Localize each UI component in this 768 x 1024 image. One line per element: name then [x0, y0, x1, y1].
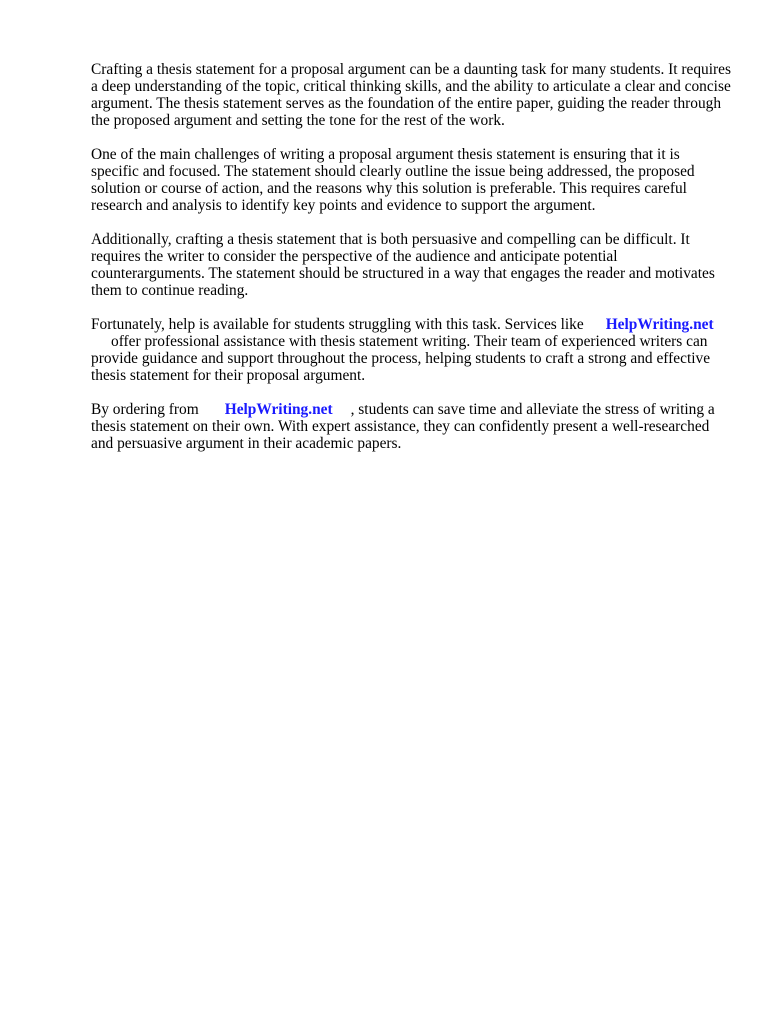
paragraph-2: One of the main challenges of writing a proposal argument thesis statement is ensuring that it is specific and focused. The statement should clearly outline the issue being addressed, the proposed solution or course of action, and the reasons why this solution is preferable. This requires careful research and analysis to identify key points and evidence to support the argument.	[91, 146, 695, 214]
paragraph-4	[91, 316, 731, 384]
helpwriting-link-2[interactable]: HelpWriting.net	[224, 401, 333, 418]
paragraph-4-text-before-link: Fortunately, help is available for students struggling with this task. Services like	[91, 316, 584, 333]
paragraph-3: Additionally, crafting a thesis statement that is both persuasive and compelling can be difficult. It requires the writer to consider the perspective of the audience and anticipate potential counterarguments. The statement should be structured in a way that engages the reader and motivates them to continue reading.	[91, 231, 715, 299]
paragraph-5	[91, 401, 731, 452]
paragraph-4-text-after-link: offer professional assistance with thesis statement writing. Their team of experienced writers can provide guidance and support throughout the process, helping students to craft a strong and effective thesis statement for their proposal argument.	[91, 333, 711, 384]
paragraph-5-text-after-link: , students can save time and alleviate the stress of writing a thesis statement on their own. With expert assistance, they can confidently present a well-researched and persuasive argument in their academic papers.	[91, 401, 715, 452]
paragraph-5-text-before-link: By ordering from	[91, 401, 199, 418]
paragraph-1: Crafting a thesis statement for a proposal argument can be a daunting task for many students. It requires a deep understanding of the topic, critical thinking skills, and the ability to articulate a clear and concise argument. The thesis statement serves as the foundation of the entire paper, guiding the reader through the proposed argument and setting the tone for the rest of the work.	[91, 61, 731, 129]
helpwriting-link-1[interactable]: HelpWriting.net	[605, 316, 714, 333]
document-body	[91, 61, 731, 469]
